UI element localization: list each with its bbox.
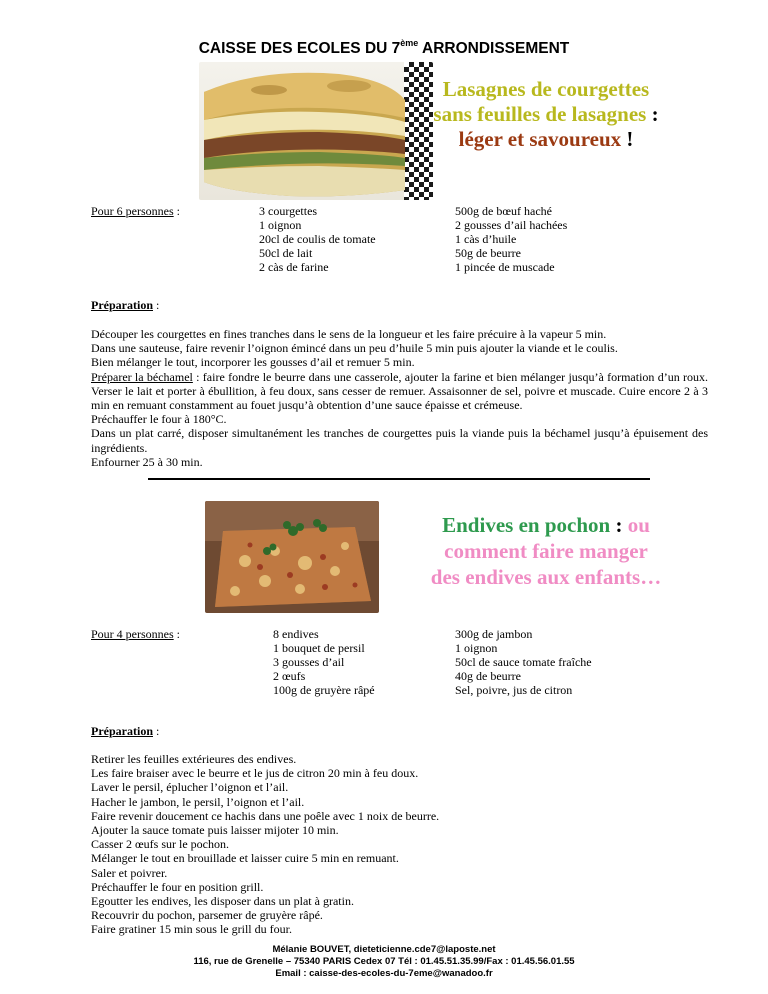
step: Dans un plat carré, disposer simultanément les tranches de courgettes puis la viande puis la béchamel jusqu’à épuisement des ingrédients.	[91, 426, 708, 455]
recipe1-servings	[91, 204, 180, 218]
header-title-sup: ème	[400, 38, 419, 48]
recipe1-ingredients-col1	[259, 204, 449, 274]
recipe1-title	[396, 77, 696, 152]
recipe2-title-line2: comment faire manger	[444, 539, 648, 563]
header-title-end: ARRONDISSEMENT	[418, 40, 570, 57]
recipe2-prep-colon: :	[153, 724, 160, 738]
recipe2-servings-colon: :	[173, 627, 181, 641]
recipe1-title-line3: léger et savoureux	[458, 127, 622, 151]
footer-email: Email : caisse-des-ecoles-du-7eme@wanadoo.fr	[275, 968, 493, 979]
ingredient-item: 20cl de coulis de tomate	[259, 232, 376, 246]
bechamel-label: Préparer la béchamel	[91, 369, 193, 384]
recipe2-prep-label: Préparation	[91, 724, 153, 738]
ingredient-item: 300g de jambon	[455, 627, 533, 641]
step: Découper les courgettes en fines tranches dans le sens de la longueur et les faire précuire à la vapeur 5 min.	[91, 327, 607, 341]
step: Saler et poivrer.	[91, 865, 168, 880]
step: Les faire braiser avec le beurre et le jus de citron 20 min à feu doux.	[91, 766, 419, 781]
recipe1-prep-colon: :	[153, 298, 160, 312]
recipe1-servings-label: Pour 6 personnes	[91, 204, 174, 218]
step: Bien mélanger le tout, incorporer les gousses d’ail et remuer 5 min.	[91, 355, 415, 370]
ingredient-item: 50cl de lait	[259, 246, 313, 260]
ingredient-item: 3 courgettes	[259, 204, 318, 218]
recipe2-title	[396, 512, 696, 590]
step: Casser 2 œufs sur le pochon.	[91, 837, 229, 852]
recipe2-title-ou: ou	[627, 513, 650, 537]
recipe1-ingredients-col2	[455, 204, 655, 274]
recipe1-title-colon: :	[646, 102, 659, 126]
step: Préchauffer le four à 180°C.	[91, 412, 227, 427]
ingredient-item: 8 endives	[273, 627, 319, 641]
ingredient-item: 1 bouquet de persil	[273, 641, 365, 655]
footer-contact: Mélanie BOUVET, dieteticienne.cde7@laposte.net	[272, 944, 496, 955]
ingredient-item: 1 càs d’huile	[455, 232, 517, 246]
recipe2-title-line3: des endives aux enfants…	[430, 565, 662, 589]
page-header	[0, 38, 768, 58]
recipe2-title-colon: :	[610, 513, 628, 537]
recipe1-title-excl: !	[621, 127, 634, 151]
ingredient-item: Sel, poivre, jus de citron	[455, 683, 573, 697]
ingredient-item: 500g de bœuf haché	[455, 204, 552, 218]
recipe2-prep-heading	[91, 724, 159, 738]
recipe2-title-line1: Endives en pochon	[442, 513, 611, 537]
step: Ajouter la sauce tomate puis laisser mijoter 10 min.	[91, 823, 339, 838]
step: Enfourner 25 à 30 min.	[91, 454, 203, 469]
bechamel-text: : faire fondre le beurre dans une casserole, ajouter la farine et bien mélanger jusqu’à formation d’un roux. Verser le lait et porter à ébullition, à feu doux, sans cesser de remuer. Assaisonner de sel, poivre et muscade. Cuire encore 2 à 3 min en remuant constamment au fouet jusqu’à obtention d’une sauce épaisse et crémeuse.	[91, 369, 708, 413]
ingredient-item: 1 oignon	[259, 218, 302, 232]
recipe1-steps	[91, 327, 708, 469]
endives-photo-graphic	[205, 501, 379, 613]
recipe1-servings-colon: :	[173, 204, 181, 218]
recipe1-title-line1: Lasagnes de courgettes	[442, 77, 650, 101]
section-divider	[148, 478, 650, 480]
step: Recouvrir du pochon, parsemer de gruyère râpé.	[91, 908, 323, 923]
step: Mélanger le tout en brouillade et laisser cuire 5 min en remuant.	[91, 851, 399, 866]
step: Hacher le jambon, le persil, l’oignon et l’ail.	[91, 794, 305, 809]
step: Faire revenir doucement ce hachis dans une poêle avec 1 noix de beurre.	[91, 808, 440, 823]
footer-address: 116, rue de Grenelle – 75340 PARIS Cedex 07 Tél : 01.45.51.35.99/Fax : 01.45.56.01.55	[193, 956, 575, 967]
page-footer	[0, 944, 768, 980]
step: Laver le persil, éplucher l’oignon et l’ail.	[91, 780, 289, 795]
ingredient-item: 2 œufs	[273, 669, 306, 683]
ingredient-item: 1 oignon	[455, 641, 498, 655]
ingredient-item: 50cl de sauce tomate fraîche	[455, 655, 592, 669]
step: Préchauffer le four en position grill.	[91, 879, 264, 894]
ingredient-item: 40g de beurre	[455, 669, 521, 683]
recipe2-steps	[91, 752, 708, 937]
bechamel-step	[91, 370, 708, 413]
ingredient-item: 2 gousses d’ail hachées	[455, 218, 568, 232]
recipe2-servings-label: Pour 4 personnes	[91, 627, 174, 641]
ingredient-item: 2 càs de farine	[259, 260, 329, 274]
step: Faire gratiner 15 min sous le grill du four.	[91, 922, 292, 937]
recipe1-prep-label: Préparation	[91, 298, 153, 312]
ingredient-item: 100g de gruyère râpé	[273, 683, 375, 697]
recipe1-title-line2: sans feuilles de lasagnes	[433, 102, 647, 126]
recipe2-ingredients-col2	[455, 627, 665, 697]
recipe1-prep-heading	[91, 298, 159, 312]
step: Egoutter les endives, les disposer dans un plat à gratin.	[91, 894, 354, 909]
step: Retirer les feuilles extérieures des endives.	[91, 752, 297, 766]
endives-photo	[205, 501, 379, 613]
header-title-start: CAISSE DES ECOLES DU 7	[198, 40, 401, 57]
ingredient-item: 3 gousses d’ail	[273, 655, 345, 669]
recipe2-ingredients-col1	[273, 627, 448, 697]
step: Dans une sauteuse, faire revenir l’oignon émincé dans un peu d’huile 5 min puis ajouter la viande et le coulis.	[91, 341, 618, 356]
ingredient-item: 50g de beurre	[455, 246, 521, 260]
recipe2-servings	[91, 627, 180, 641]
ingredient-item: 1 pincée de muscade	[455, 260, 555, 274]
